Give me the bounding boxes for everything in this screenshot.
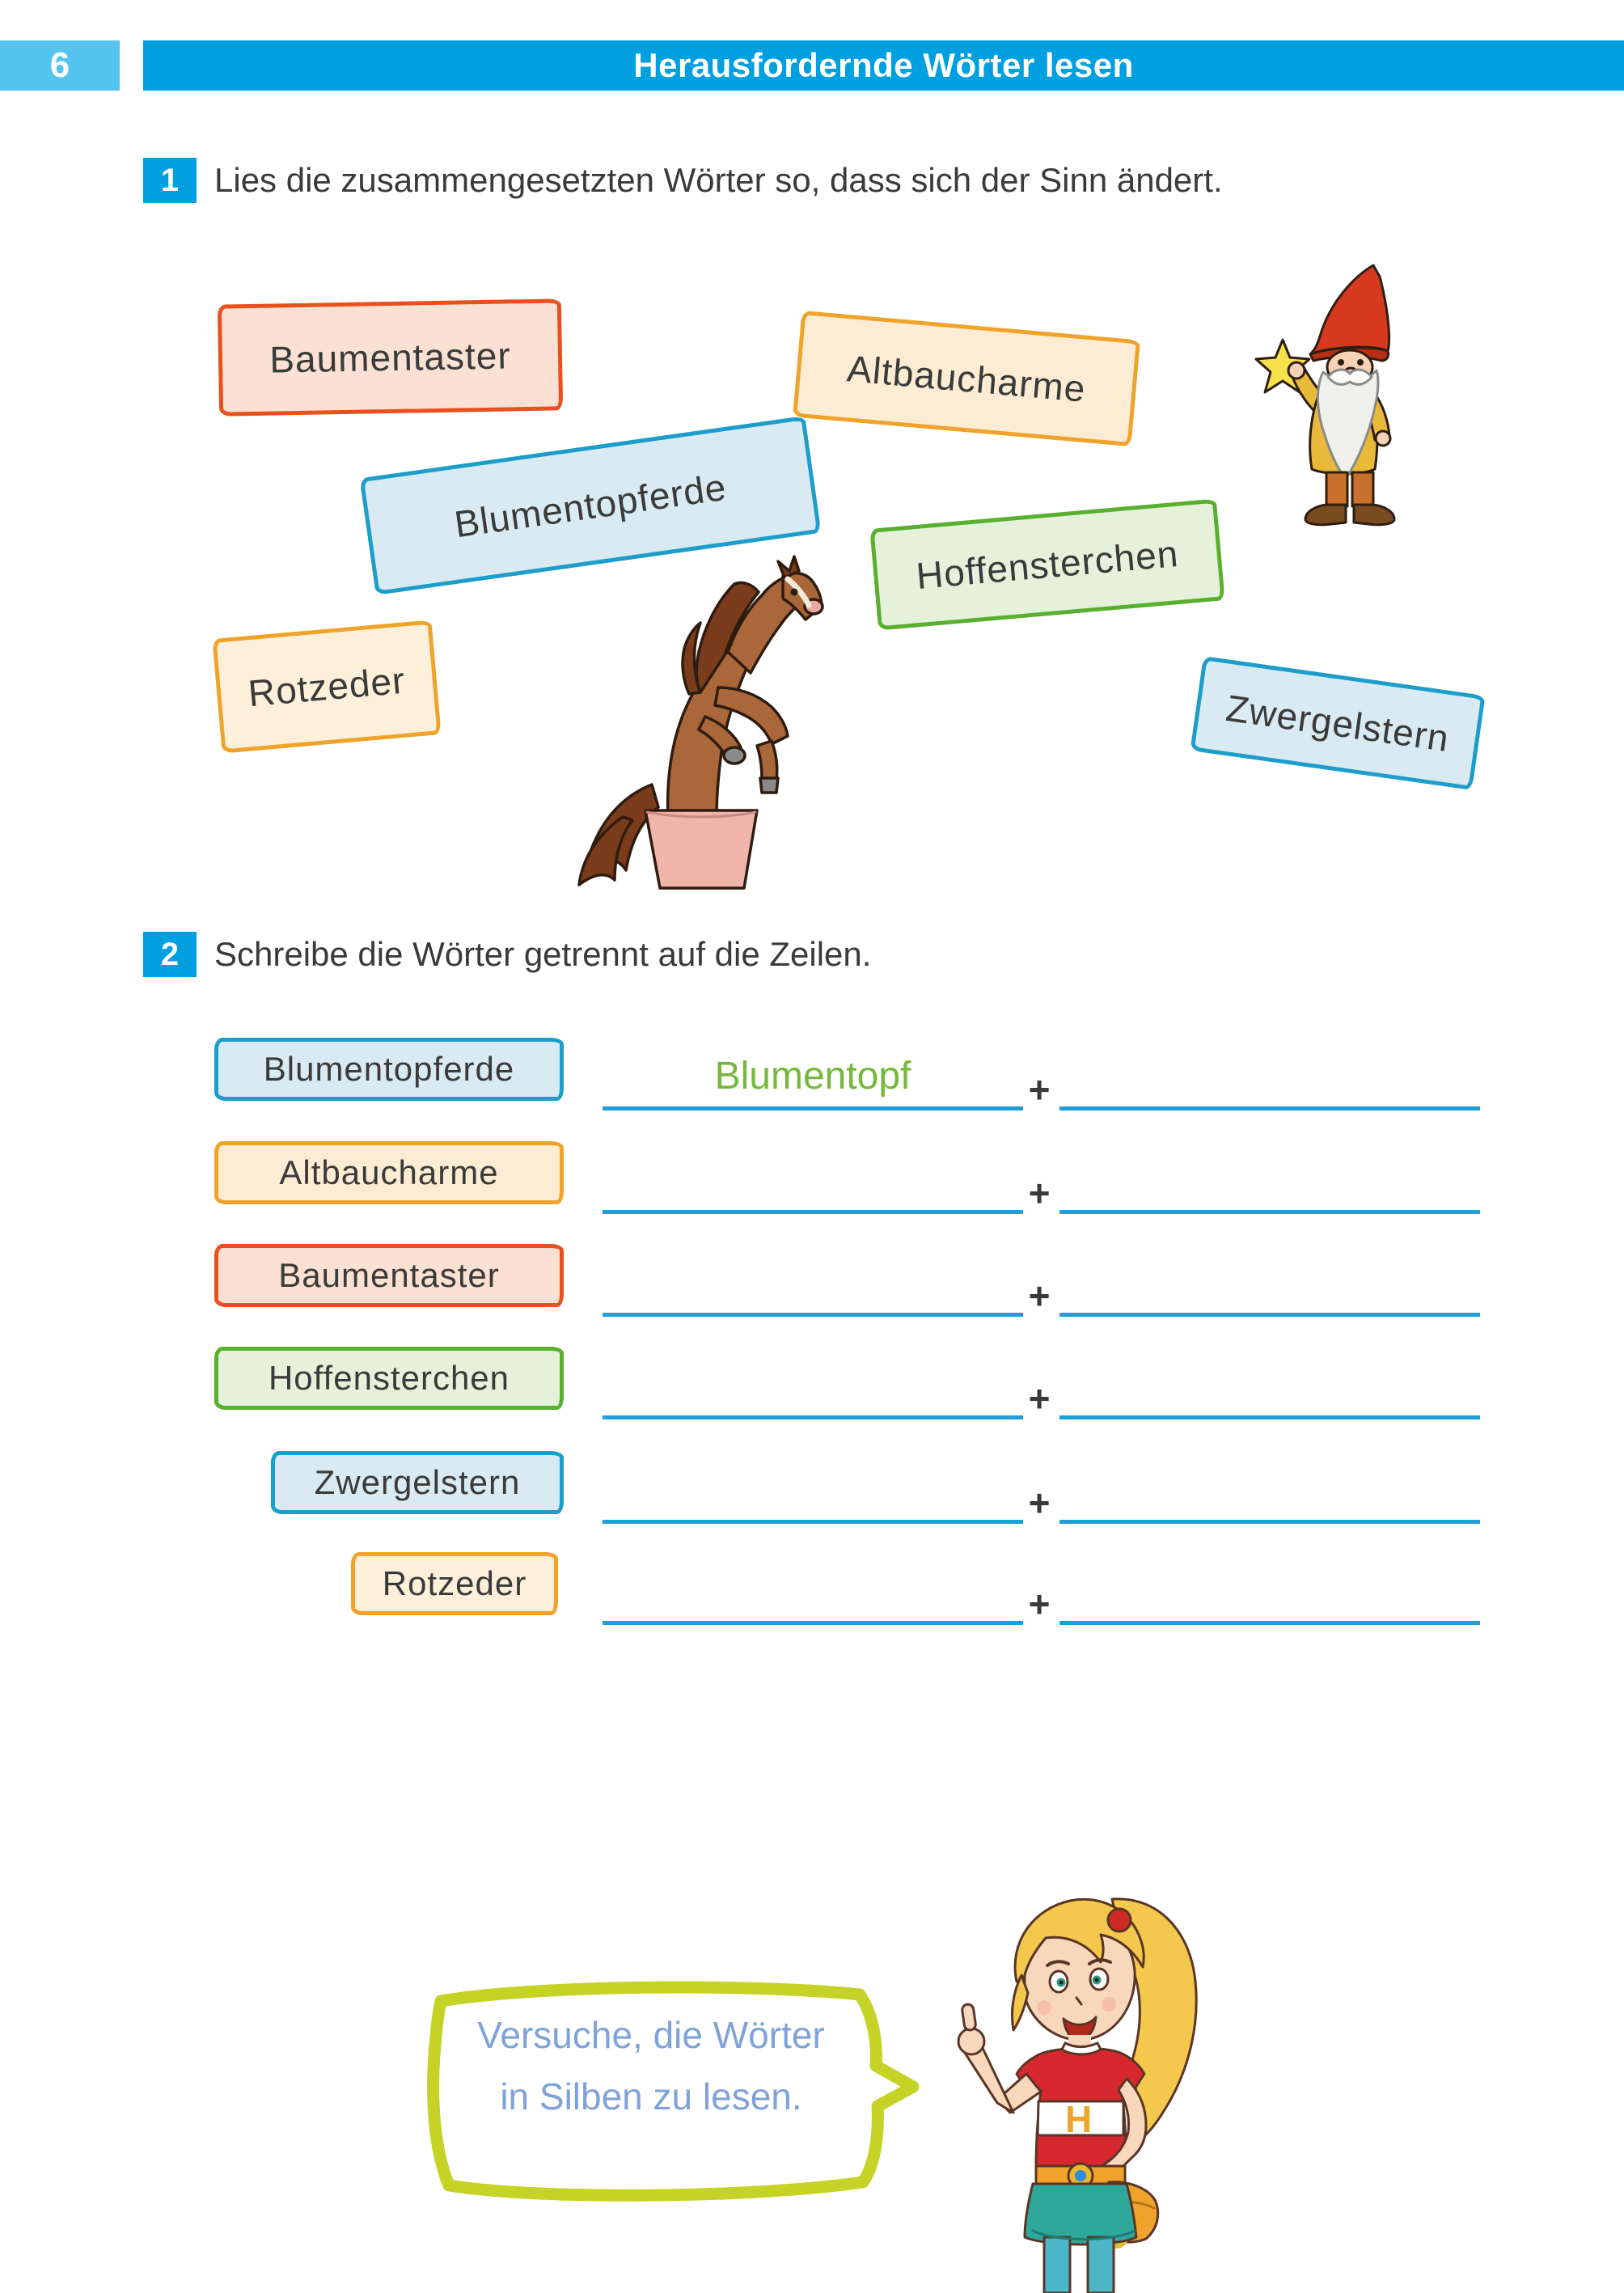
- task1-number-badge: [143, 158, 197, 203]
- plus-sign: +: [1028, 1068, 1051, 1111]
- hint-text: [453, 2004, 849, 2127]
- answer-text-blumentopf: Blumentopf: [714, 1055, 911, 1098]
- answer-line-1b[interactable]: [1059, 1106, 1480, 1111]
- task1-instruction: Lies die zusammengesetzten Wörter so, dass sich der Sinn ändert.: [214, 161, 1223, 199]
- word-card-label: Zwergelstern: [1223, 686, 1453, 760]
- row-card-altbaucharme: [214, 1141, 564, 1204]
- plus-sign: +: [1028, 1172, 1051, 1214]
- girl-thumbs-up-illustration: [918, 1859, 1266, 2293]
- plus-sign: +: [1028, 1275, 1051, 1317]
- row-card-zwergelstern: [271, 1451, 564, 1514]
- word-card-altbaucharme: [793, 311, 1140, 446]
- answer-line-6a[interactable]: [603, 1621, 1023, 1625]
- row-card-hoffensterchen: [214, 1347, 564, 1410]
- task2-instruction: Schreibe die Wörter getrennt auf die Zeilen.: [214, 935, 872, 973]
- row-card-label: Hoffensterchen: [268, 1359, 510, 1397]
- word-card-label: Altbaucharme: [845, 347, 1088, 410]
- word-card-label: Rotzeder: [246, 658, 408, 715]
- answer-line-2b[interactable]: [1059, 1210, 1480, 1214]
- answer-line-6b[interactable]: [1059, 1621, 1480, 1625]
- answer-line-5b[interactable]: [1059, 1520, 1480, 1524]
- shirt-letter: H: [1065, 2098, 1093, 2140]
- answer-line-3b[interactable]: [1059, 1313, 1480, 1317]
- plus-sign: +: [1028, 1482, 1051, 1524]
- word-card-rotzeder: [212, 620, 441, 753]
- page-header: [143, 40, 1624, 91]
- word-card-label: Baumentaster: [269, 334, 512, 381]
- row-card-label: Blumentopferde: [263, 1050, 515, 1088]
- hint-line-2: in Silben zu lesen.: [500, 2075, 802, 2117]
- gnome-with-star-illustration: [1252, 260, 1434, 539]
- row-card-label: Zwergelstern: [314, 1463, 521, 1501]
- word-card-label: Hoffensterchen: [914, 531, 1181, 598]
- row-card-rotzeder: [351, 1552, 558, 1615]
- row-card-label: Altbaucharme: [279, 1153, 499, 1191]
- plus-sign: +: [1028, 1583, 1051, 1625]
- answer-line-4a[interactable]: [603, 1415, 1023, 1419]
- task2-number-badge: [143, 932, 197, 977]
- word-card-baumentaster: [218, 298, 563, 416]
- word-card-label: Blumentopferde: [451, 465, 730, 546]
- row-card-baumentaster: [214, 1244, 564, 1307]
- word-card-zwergelstern: [1191, 656, 1486, 790]
- word-card-hoffensterchen: [869, 499, 1224, 631]
- page-number-tab: [0, 40, 120, 91]
- task2-number: 2: [160, 936, 180, 972]
- task1-number: 1: [160, 162, 180, 198]
- answer-line-5a[interactable]: [603, 1520, 1023, 1524]
- answer-line-4b[interactable]: [1059, 1415, 1480, 1419]
- page-number: 6: [49, 45, 70, 85]
- plus-sign: +: [1028, 1377, 1051, 1419]
- page-title: Herausfordernde Wörter lesen: [633, 46, 1134, 84]
- row-card-label: Baumentaster: [278, 1256, 500, 1294]
- answer-line-1a[interactable]: [603, 1106, 1023, 1111]
- hint-line-1: Versuche, die Wörter: [477, 2014, 825, 2056]
- row-card-label: Rotzeder: [382, 1564, 527, 1602]
- answer-line-2a[interactable]: [603, 1210, 1023, 1214]
- horse-in-flowerpot-illustration: [501, 550, 833, 898]
- answer-line-3a[interactable]: [603, 1313, 1023, 1317]
- row-card-blumentopferde: [214, 1038, 564, 1101]
